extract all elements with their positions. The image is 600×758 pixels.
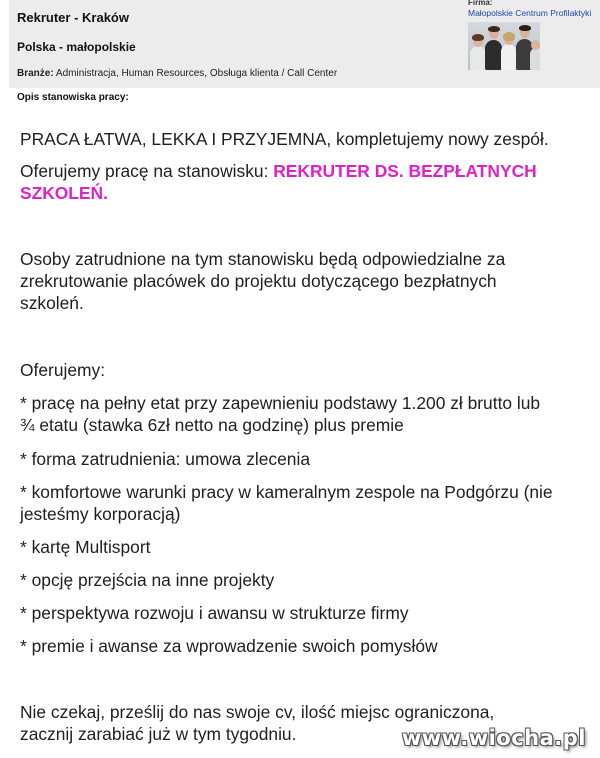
company-link[interactable]: Małopolskie Centrum Profilaktyki	[468, 8, 592, 18]
intro-line: PRACA ŁATWA, LEKKA I PRZYJEMNA, kompletujemy nowy zespół.	[20, 129, 549, 149]
industries-label: Branże:	[17, 68, 54, 79]
position-highlight: REKRUTER DS. BEZPŁATNYCH SZKOLEŃ.	[20, 161, 537, 203]
offer-heading: Oferujemy:	[20, 360, 106, 380]
offer-item: * komfortowe warunki pracy w kameralnym zespole na Podgórzu (nie jesteśmy korporacją)	[20, 482, 553, 524]
responsibility-paragraph: Osoby zatrudnione na tym stanowisku będą odpowiedzialne za zrekrutowanie placówek do projektu dotyczącego bezpłatnych szkoleń.	[20, 249, 506, 313]
closing-paragraph: Nie czekaj, prześlij do nas swoje cv, ilość miejsc ograniczona, zacznij zarabiać już w tym tygodniu.	[20, 702, 495, 744]
position-prefix: Oferujemy pracę na stanowisku:	[20, 161, 274, 181]
watermark: www.wiocha.pl	[401, 726, 586, 750]
offer-item: * kartę Multisport	[20, 537, 151, 557]
industries-value: Administracja, Human Resources, Obsługa klienta / Call Center	[55, 68, 338, 79]
company-label: Firma:	[468, 0, 493, 7]
offer-item: * premie i awanse za wprowadzenie swoich pomysłów	[20, 636, 438, 656]
company-photo[interactable]	[468, 22, 540, 70]
job-region: Polska - małopolskie	[17, 40, 136, 54]
position-line	[20, 160, 585, 204]
industries	[17, 68, 337, 79]
description-label: Opis stanowiska pracy:	[17, 92, 129, 103]
offer-item: * pracę na pełny etat przy zapewnieniu podstawy 1.200 zł brutto lub ¾ etatu (stawka 6zł netto na godzinę) plus premie	[20, 393, 541, 435]
offer-item: * perspektywa rozwoju i awansu w strukturze firmy	[20, 603, 409, 623]
job-title: Rekruter - Kraków	[17, 10, 129, 25]
offer-item: * opcję przejścia na inne projekty	[20, 570, 275, 590]
offer-item: * forma zatrudnienia: umowa zlecenia	[20, 449, 310, 469]
